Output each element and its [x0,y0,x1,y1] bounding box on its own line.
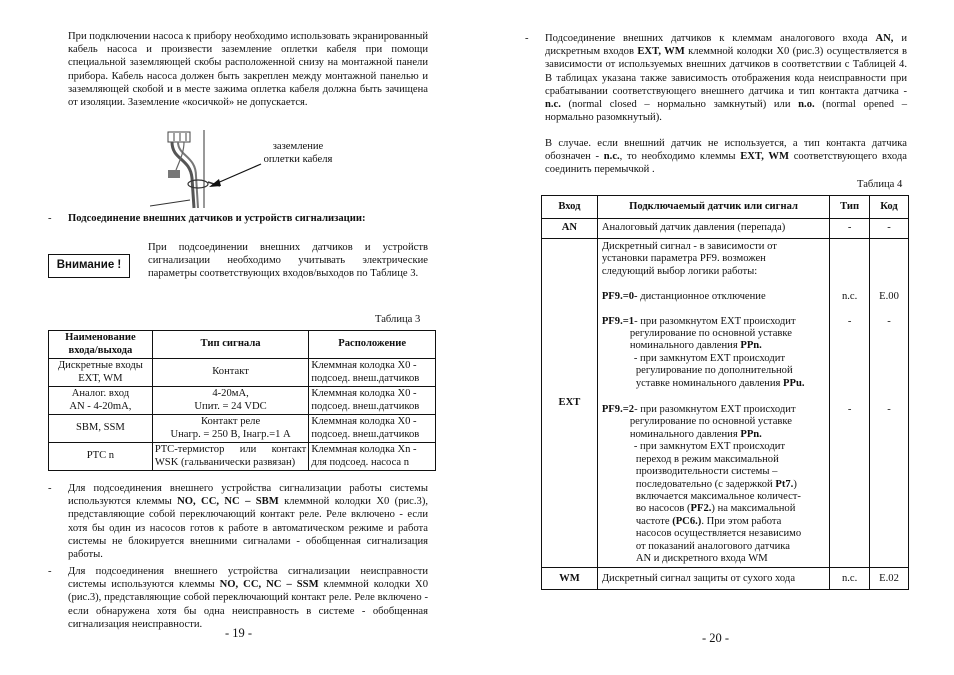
text-line: AN и дискретного входа WM [635,552,768,564]
table-row [49,415,436,443]
bullet-dash: - [525,33,529,44]
bold-run: Pt7. [775,478,794,490]
text-run: (normal opened – нормально разомкнутый). [545,99,907,124]
header-signal-type: Тип сигнала [152,331,309,359]
desc-cell [597,310,829,400]
bold-run: n.o. [798,99,815,111]
table-row-an [542,219,909,239]
bullet-ssm-paragraph [68,565,428,631]
table-row-ext-pf0 [542,239,909,310]
text-run: . При этом работа [701,515,782,527]
text-run: соответствующего входа соединить перемычкой . [545,151,907,176]
page-number: - 19 - [225,626,253,640]
page-number: - 20 - [702,631,730,645]
text-run: ) [793,478,797,490]
text-run: и дискретным входов [545,33,907,58]
text-run: последовательно (с задержкой [635,478,776,490]
cell-text: Uнагр. = 250 В, Iнагр.=1 А [170,428,291,440]
text-line: производительности системы – [635,466,778,478]
bold-run: (PC6.) [672,515,702,527]
cell-text: Uпит. = 24 VDC [194,400,267,412]
bullet-dash: - [48,566,52,577]
table-4 [541,195,909,590]
table4-caption: Таблица 4 [857,179,903,190]
type-cell: n.c. [830,568,870,590]
text-run: В случае. если внешний датчик не используется, а тип контакта датчика обозначен - [545,138,907,163]
figure-caption [258,140,338,166]
code-cell: E.00 [870,239,909,310]
text-line: регулирование по основной уставке [629,416,792,428]
bold-run: PPu. [783,377,805,389]
header-io-name: Наименование входа/выхода [49,331,153,359]
text-run: уставке номинального давления [635,377,784,389]
cell-text: Контакт реле [200,416,261,427]
code-cell: - [870,400,909,568]
header-type: Тип [830,196,870,219]
terminal-names: NO, CC, NC – SSM [219,579,319,591]
cell-text: Клеммная колодка X0 - [311,388,417,399]
header-sensor: Подключаемый датчик или сигнал [597,196,829,219]
text-line: насосов осуществляется независимо [635,528,802,540]
cell-text: PTC-термистор или контакт [154,444,307,455]
table-row-ext-pf1 [542,310,909,400]
text-run: клеммной колодки X0 (рис.3), представляющие собой переключающий контакт реле. Реле включено - если хотя бы один из насосов готов к работе в автоматическом режиме и работа системы не блокируется внешними сигналами - обобщенная сигнализация работы. [68,496,428,561]
figure-label-line1: заземление [272,141,324,152]
text-run: Подсоединение внешних датчиков к клеммам аналогового входа [545,33,876,44]
bold-run: PPn. [740,428,762,440]
header-input: Вход [542,196,598,219]
text-run: частоте [635,515,673,527]
pointer-arrow-icon [205,160,265,190]
text-line: - при замкнутом EXT происходит [633,441,786,453]
type-cell: - [830,219,870,239]
cell-text: подсоед. внеш.датчиков [311,428,420,440]
table3-caption: Таблица 3 [375,314,421,325]
code-cell: - [870,310,909,400]
text-line: - при разомкнутом EXT происходит [634,315,796,327]
text-run: номинального давления [629,340,741,352]
cell-text: AN - 4-20mA, [69,400,132,412]
bold-run: PPn. [740,340,762,352]
header-location: Расположение [309,331,436,359]
text-line: установки параметра PF9. возможен [601,253,766,265]
text-line: регулирование по дополнительной [635,365,793,377]
figure-label-line2: оплетки кабеля [263,154,333,166]
text-run: дистанционное отключение [637,291,766,303]
param-name: PF9.=1 [601,315,635,327]
text-run: , то необходимо клеммы [619,151,741,163]
param-name: PF9.=2 [601,404,635,416]
desc-cell: Аналоговый датчик давления (перепада) [597,219,829,239]
bullet-dash: - [48,213,52,224]
cell-text: подсоед. внеш.датчиков [311,372,420,384]
text-line: переход в режим максимальной [635,453,779,465]
table-row [49,359,436,387]
text-run: номинального давления [629,428,741,440]
terminal-names: NO, CC, NC – SBM [177,496,279,508]
page-20 [477,0,954,675]
jumper-note-paragraph [545,137,907,177]
cell-text: Контакт [212,366,249,378]
cell-text: Клеммная колодка Xn - [311,444,417,455]
cell-text: Клеммная колодка X0 - [311,360,417,371]
table-row [49,387,436,415]
table-row-wm [542,568,909,590]
cell-text: Дискретные входы [57,360,143,371]
text-line: регулирование по основной уставке [629,328,792,340]
desc-cell [597,400,829,568]
text-line: от показаний аналогового датчика [635,540,790,552]
bold-run: EXT, WM [637,46,685,58]
intro-paragraph: При подключении насоса к прибору необходимо использовать экранированный кабель насоса и произвести заземление оплетки кабеля при помощи специальной заземляющей скобы расположенной снизу на монтажной панели прибора. Кабель насоса должен быть закреплен между монтажной панелью и заземляющей скобой и в месте зажима оплетка кабеля должна быть зачищена от изоляции. Заземление «косичкой» не допускается. [68,31,428,109]
desc-cell [597,239,829,310]
cell-text: для подсоед. насоса n [311,456,410,468]
cell-text: 4-20мА, [212,388,249,399]
table-row [49,443,436,471]
sensor-connection-paragraph [545,32,907,124]
text-run: во насосов ( [635,503,691,515]
type-cell: - [830,400,870,568]
code-cell: - [870,219,909,239]
table-header-row [49,331,436,359]
bullet-dash: - [48,483,52,494]
bold-run: n.c. [603,151,620,163]
cell-text: PTC n [86,450,115,462]
cell-text: SBM, SSM [75,422,125,434]
bullet-sbm-paragraph [68,482,428,561]
attention-text: При подсоединении внешних датчиков и устройств сигнализации необходимо учитывать электрические параметры соответствующих входов/выходов по Таблице 3. [148,242,428,280]
attention-box: Внимание ! [48,254,130,278]
bold-run: n.c. [545,99,561,111]
cell-text: WSK (гальванически развязан) [154,456,296,468]
bold-run: EXT, WM [740,151,789,163]
cell-text: Аналог. вход [71,388,130,399]
desc-cell: Дискретный сигнал защиты от сухого хода [597,568,829,590]
header-code: Код [870,196,909,219]
cell-text: Клеммная колодка X0 - [311,416,417,427]
table-3 [48,330,436,471]
param-name: PF9.=0- [601,291,638,303]
input-cell: WM [542,568,598,590]
text-run: ) на максимальной [711,503,796,515]
text-line: - при разомкнутом EXT происходит [634,404,796,416]
text-run: (normal closed – нормально замкнутый) или [560,99,799,111]
text-line: Дискретный сигнал - в зависимости от [601,241,777,252]
text-line: следующий выбор логики работы: [601,265,758,277]
section-heading: Подсоединение внешних датчиков и устройств сигнализации: [68,213,366,224]
code-cell: E.02 [870,568,909,590]
type-cell: - [830,310,870,400]
text-run: клеммной колодки X0 (рис.3), представляющие собой переключающий контакт реле. Реле включено - если обнаружена хотя бы одна неисправность в системе - обобщенная сигнализация неисправности. [68,579,428,630]
type-cell: n.c. [830,239,870,310]
bold-run: PF2. [690,503,712,515]
cell-text: EXT, WM [78,372,123,384]
text-run: Для подсоединения внешнего устройства сигнализации работы системы используются клеммы [68,483,428,508]
text-line: включается максимальное количест- [635,490,801,502]
input-cell: EXT [542,239,598,568]
input-cell: AN [542,219,598,239]
text-line: - при замкнутом EXT происходит [633,352,786,364]
table-row-ext-pf2 [542,400,909,568]
table-header-row [542,196,909,219]
text-run: Для подсоединения внешнего устройства сигнализации неисправности системы используются клеммы [68,566,428,591]
cell-text: подсоед. внеш.датчиков [311,400,420,412]
text-run: клеммной колодки X0 (рис.3) осуществляется в зависимости от используемых внешних датчиков в соответствии с Таблицей 4. В таблицах указана также зависимость отображения кода неисправности при срабатывании соответствующего внешнего датчика и тип контакта датчика - [545,46,907,97]
bold-run: AN, [875,33,894,44]
